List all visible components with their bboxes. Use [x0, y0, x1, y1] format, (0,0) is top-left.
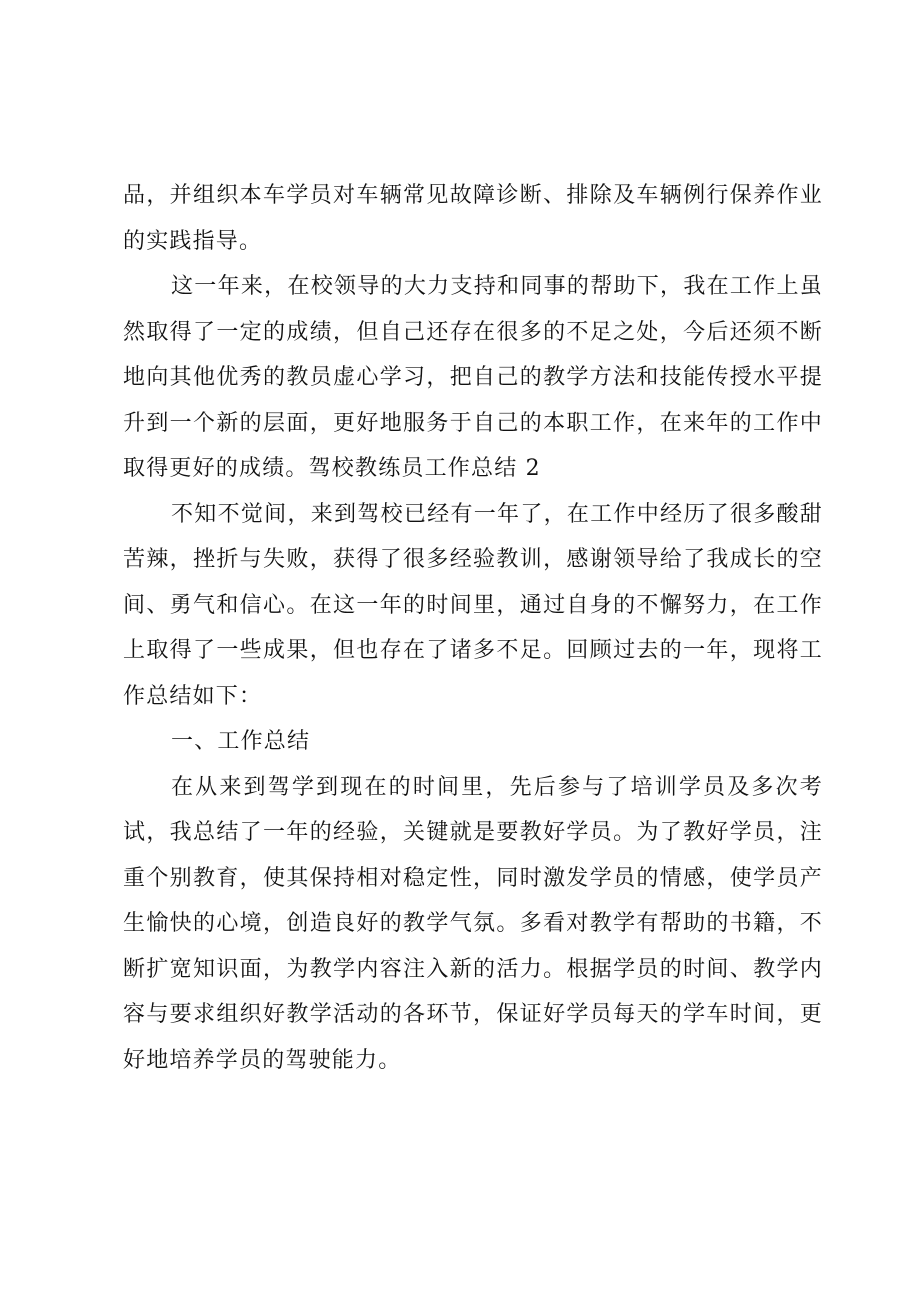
section-heading-work-summary: 一、工作总结 — [171, 729, 311, 754]
paragraph-5: 在从来到驾学到现在的时间里，先后参与了培训学员及多次考试，我总结了一年的经验，关键就是要教好学员。为了教好学员，注重个别教育，使其保持相对稳定性，同时激发学员的情感，使学员产生愉快的心境，创造良好的教学气氛。多看对教学有帮助的书籍，不断扩宽知识面，为教学内容注入新的活力。根据学员的时间、教学内容与要求组织好教学活动的各环节，保证好学员每天的学车时间，更好地培养学员的驾驶能力。 — [123, 774, 823, 1073]
paragraph-3: 不知不觉间，来到驾校已经有一年了，在工作中经历了很多酸甜苦辣，挫折与失败，获得了很多经验教训，感谢领导给了我成长的空间、勇气和信心。在这一年的时间里，通过自身的不懈努力，在工作上取得了一些成果，但也存在了诸多不足。回顾过去的一年，现将工作总结如下： — [123, 501, 823, 709]
document-body — [123, 173, 823, 1083]
paragraph-1: 品，并组织本车学员对车辆常见故障诊断、排除及车辆例行保养作业的实践指导。 — [123, 183, 823, 254]
paragraph-2: 这一年来，在校领导的大力支持和同事的帮助下，我在工作上虽然取得了一定的成绩，但自己还存在很多的不足之处，今后还须不断地向其他优秀的教员虚心学习，把自己的教学方法和技能传授水平提升到一个新的层面，更好地服务于自己的本职工作，在来年的工作中取得更好的成绩。驾校教练员工作总结 2 — [123, 274, 823, 481]
